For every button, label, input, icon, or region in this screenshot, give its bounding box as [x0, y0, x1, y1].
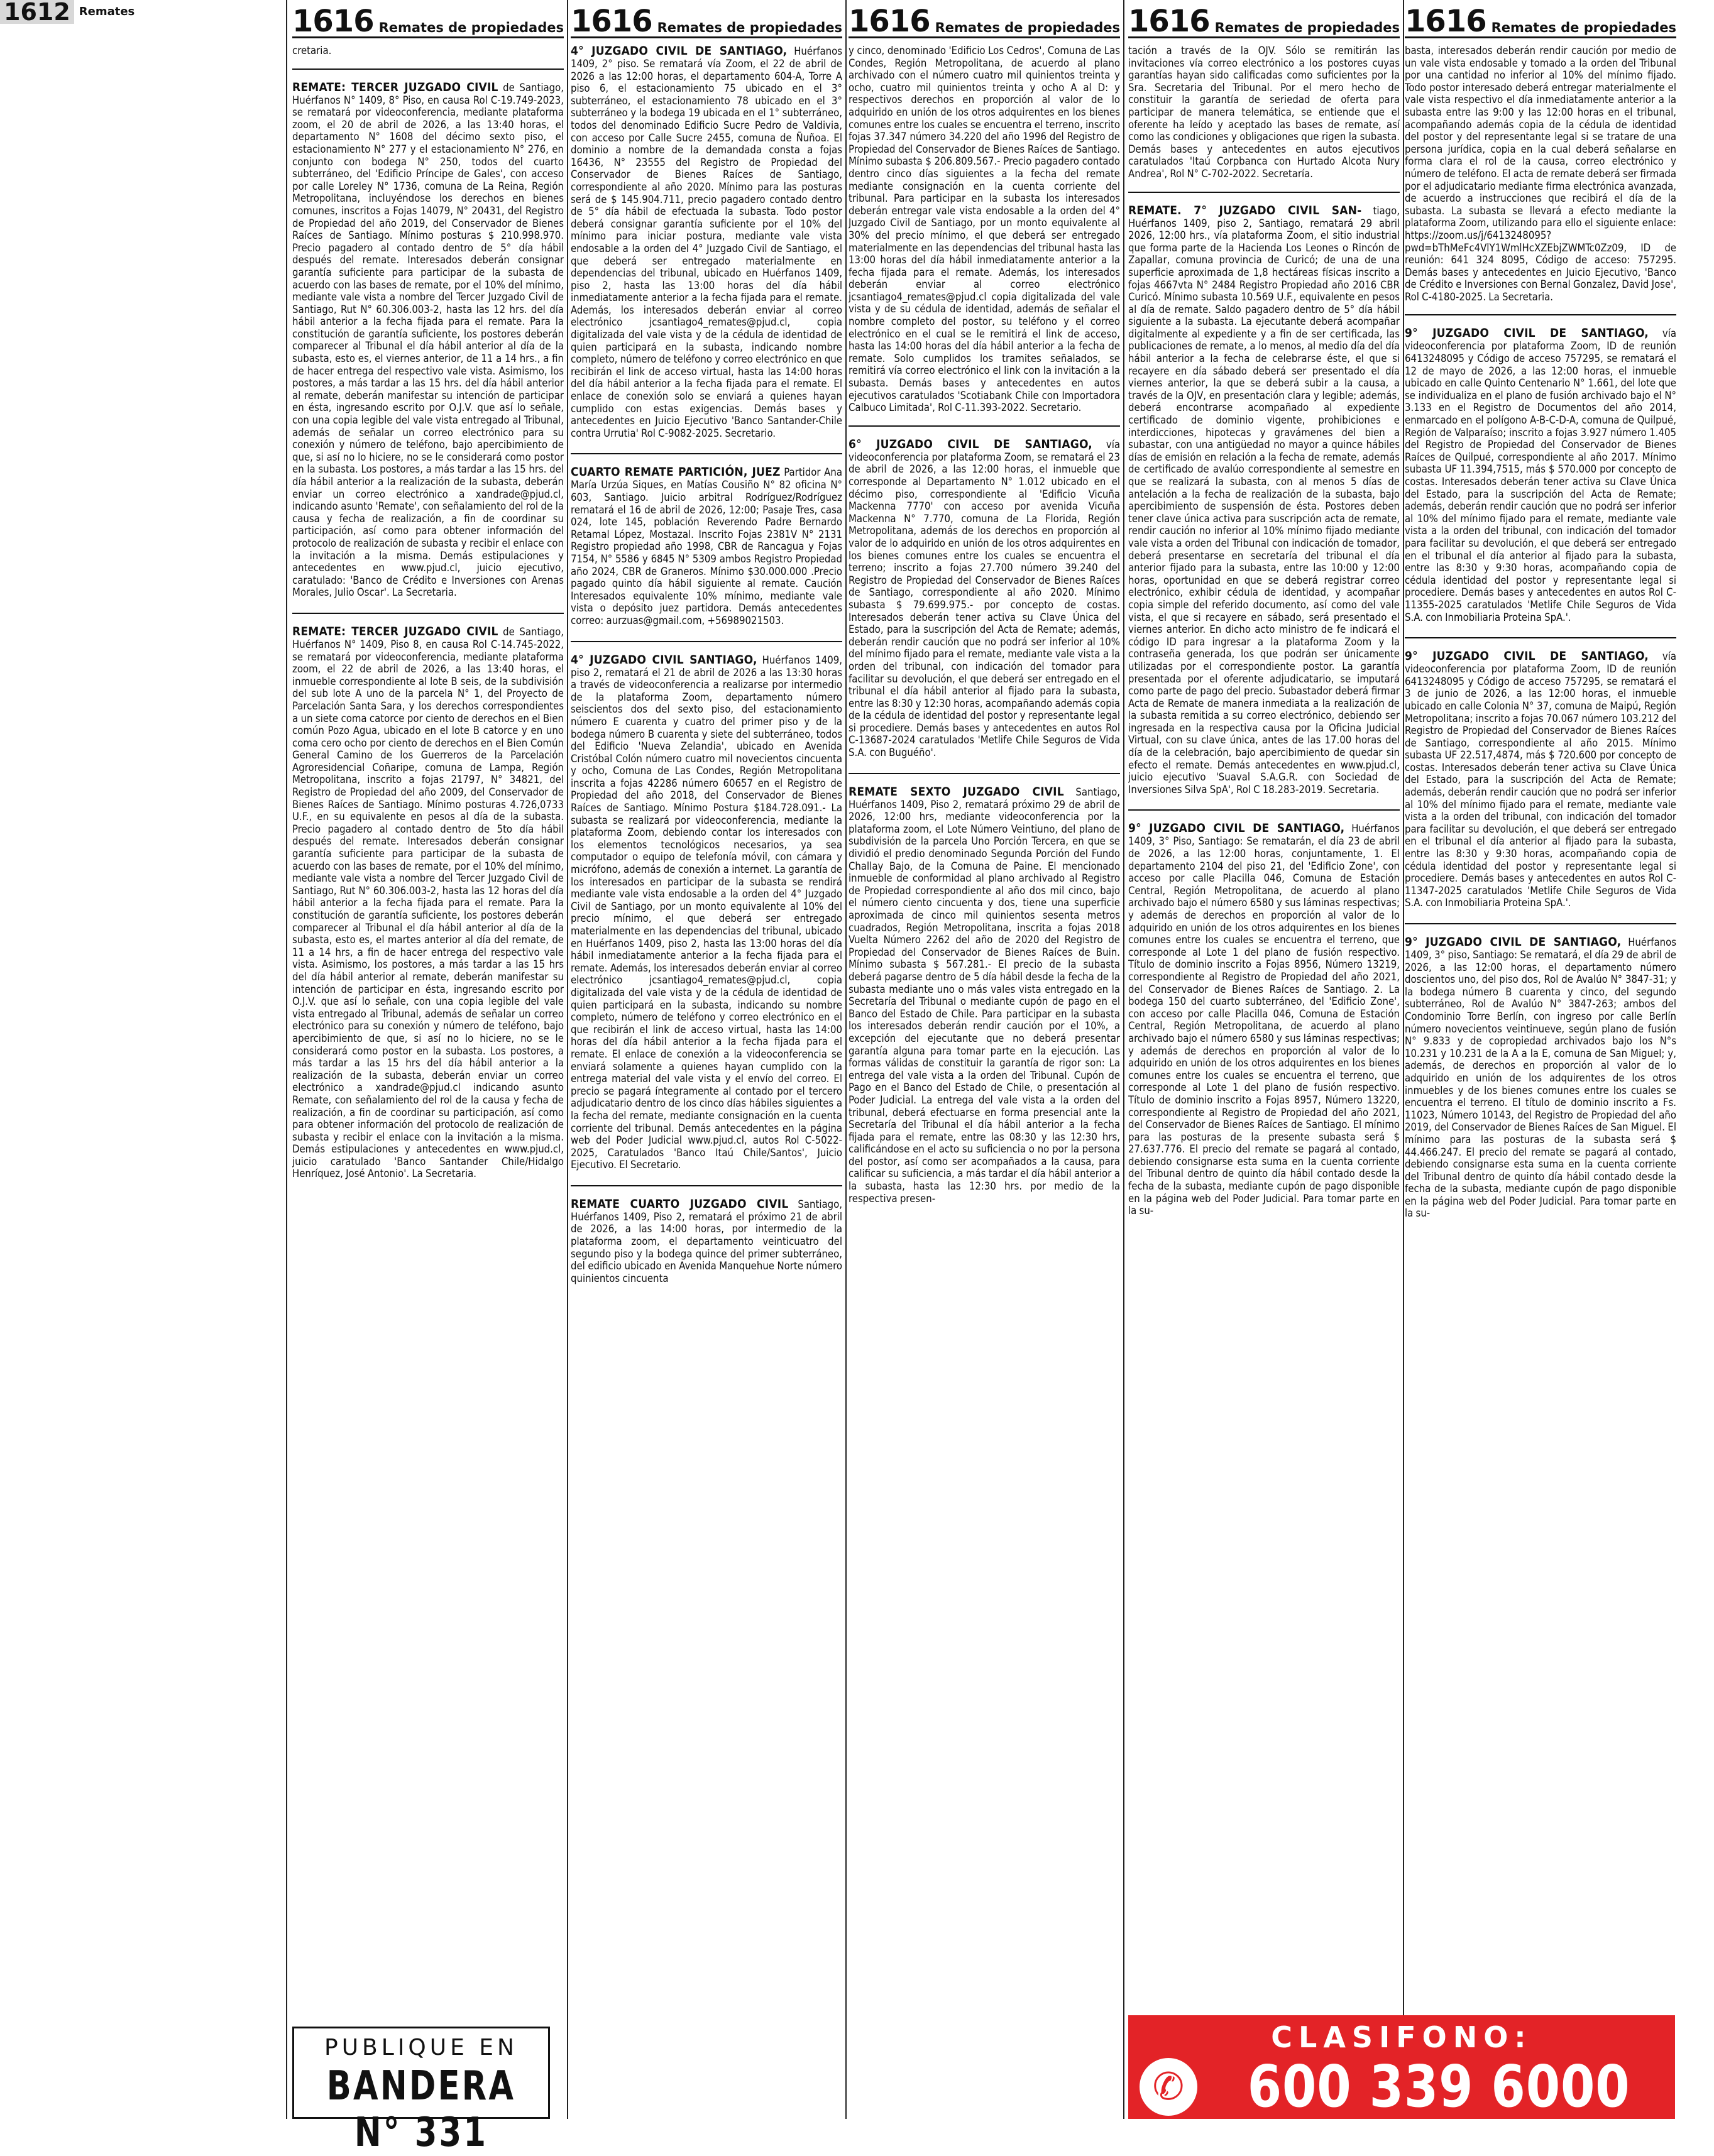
publique-line1: PUBLIQUE EN — [324, 2035, 518, 2060]
continued-notice-text: tación a través de la OJV. Sólo se remitirán las invitaciones vía correo electrónico a los postores cuyas garantías hayan sido calificadas como suficientes por la Sra. Secretaria del Tribunal. Por el mero hecho de constituir la garantía de seriedad de oferta para participar de manera telemática, se entiende que el oferente ha leído y aceptado las bases de remate, así como las condiciones y obligaciones que rigen la subasta. Demás bases y antecedentes en autos ejecutivos caratulados 'Itaú Corpbanca con Hurtado Alcota Nury Andrea', Rol N° C-702-2022. Secretaría. — [1128, 45, 1400, 180]
notice-body: Huérfanos 1409, 3° Piso, Santiago: Se rematarán, el día 23 de abril de 2026, a las 12:00 horas, conjuntamente, 1. El departamento 2104 del piso 21, del 'Edificio Zone', con acceso por calle Placilla 046, Comuna de Estación Central, Región Metropolitana, de acuerdo al plano archivado bajo el número 6580 y sus láminas respectivas; y además de derechos en proporción al valor de lo adquirido en unión de los otros adquirentes en los bienes comunes entre los cuales se encuentra el terreno, que corresponde al Lote 1 del plano de fusión respectivo. Título de dominio inscrito a Fojas 8956, Número 13219, correspondiente al Registro de Propiedad del año 2021, del Conservador de Bienes Raíces de Santiago. 2. La bodega 150 del cuarto subterráneo, del 'Edificio Zone', con acceso por calle Placilla 046, Comuna de Estación Central, Región Metropolitana, de acuerdo al plano archivado bajo el número 6580 y sus láminas respectivas; y además de derechos en proporción al valor de lo adquirido en unión de los otros adquirentes en los bienes comunes entre los cuales se encuentra el terreno, que corresponde al Lote 1 del plano de fusión respectivo. Título de dominio inscrito a Fojas 8957, Número 13220, correspondiente al Registro de Propiedad del año 2021, del Conservador de Bienes Raíces de Santiago. El mínimo para las posturas de la presente subasta será $ 27.637.776. El precio del remate se pagará al contado, debiendo consignarse esta suma en la cuenta corriente del Tribunal dentro de quinto día hábil contado desde la fecha de la subasta, mediante cupón de pago disponible en la página web del Poder Judicial. Para tomar parte en la su- — [1128, 823, 1400, 1217]
column-divider — [286, 0, 287, 2119]
notice-title: 9° JUZGADO CIVIL DE SANTIAGO, — [1405, 326, 1649, 341]
notice-separator — [292, 613, 564, 614]
notice-separator — [292, 68, 564, 70]
column-divider — [567, 0, 568, 2119]
continued-notice-text: basta, interesados deberán rendir caución por medio de un vale vista endosable y tomado a la orden del Tribunal por una cantidad no inferior al 10% del mínimo fijado. Todo postor interesado deberá entregar materialmente el vale vista respectivo el día inmediatamente anterior a la subasta entre las 9:00 y las 12:00 horas en el tribunal, acompañando además copia de la cédula de identidad del postor y del representante legal si se tratare de una persona jurídica, copia en la cual deberá señalarse en forma clara el rol de la causa, correo electrónico y número de teléfono. El acta de remate deberá ser firmada por el adjudicatario mediante firma electrónica avanzada, de acuerdo a instrucciones que recibirá el día de la subasta. La subasta se llevará a efecto mediante la plataforma Zoom, utilizando para ello el siguiente enlace: https://zoom.us/j/6413248095?pwd=bThMeFc4VlY1WmlHcXZEbjZWMTc0Zz09, ID de reunión: 641 324 8095, Código de acceso: 757295. Demás bases y antecedentes en Juicio Ejecutivo, 'Banco de Crédito e Inversiones con Bernal Gonzalez, David Jose', Rol C-4180-2025. La Secretaria. — [1405, 45, 1676, 303]
notice-separator — [1128, 809, 1400, 811]
notice-title: REMATE CUARTO JUZGADO CIVIL — [571, 1196, 789, 1211]
auction-notice — [1128, 822, 1400, 1217]
notice-body: Santiago, Huérfanos 1409, Piso 2, rematará próximo 29 de abril de 2026, 12:00 hrs, mediante videoconferencia por la plataforma zoom, el Lote Número Veintiuno, del plano de subdivisión de la parcela Uno Porción Tercera, en que se dividió el predio denominado Segunda Porción del Fundo Challay Bajo, de la Comuna de Paine. El mencionado inmueble de conformidad al plano archivado al Registro de Propiedad correspondiente al año dos mil cinco, bajo el número ciento cincuenta y dos, tiene una superficie aproximada de cinco mil quinientos sesenta metros cuadrados, Región Metropolitana, inscrita a fojas 2018 Vuelta Número 2262 del año de 2020 del Registro de Propiedad del Conservador de Bienes Raíces de Buin. Mínimo subasta $ 567.281.- El precio de la subasta deberá pagarse dentro de 5 día hábil desde la fecha de la subasta mediante uno o más vales vista entregado en la Secretaría del Tribunal o mediante cupón de pago en el Banco del Estado de Chile. Para participar en la subasta los interesados deberán rendir caución por el 10%, a excepción del ejecutante que no deberá presentar garantía alguna para tomar parte en la ejecución. Las formas válidas de constituir la garantía de rigor son: La entrega del vale vista a la orden del Tribunal. Cupón de Pago en el Banco del Estado de Chile, o presentación al Poder Judicial. La entrega del vale vista a la orden del tribunal, deberá efectuarse en forma presencial ante la Secretaría del Tribunal el día hábil anterior a la fecha fijada para el remate, entre las 08:30 y las 12:30 hrs, calificándose en el acto su suficiencia o no por la persona del postor, así como ser acompañados a la causa, para calificar su suficiencia, a más tardar el día hábil anterior a la subasta, hasta las 12:30 hrs. por medio de la respectiva presen- — [849, 785, 1120, 1205]
publique-ad — [292, 2027, 550, 2156]
notice-title: REMATE. 7° JUZGADO CIVIL SAN- — [1128, 203, 1362, 217]
auction-notice — [571, 654, 842, 1171]
publique-line2: BANDERA N° 331 — [326, 2063, 516, 2156]
notice-body: Huérfanos 1409, piso 2, rematará el 21 de abril de 2026 a las 13:30 horas a través de videoconferencia a realizarse por intermedio de la plataforma Zoom, departamento número seiscientos dos del sexto piso, del estacionamiento número E cuarenta y cuatro del primer piso y de la bodega número B cuarenta y siete del subterráneo, todos del Edificio 'Nueva Zelandia', ubicado en Avenida Cristóbal Colón número cuatro mil novecientos cincuenta y ocho, Comuna de Las Condes, Región Metropolitana inscrita a fojas 42286 número 60657 en el Registro de Propiedad del año 2018, del Conservador de Bienes Raíces de Santiago. Mínimo Postura $184.728.091.- La subasta se realizará por videoconferencia, mediante la plataforma Zoom, debiendo contar los interesados con los elementos tecnológicos necesarios, ya sea computador o equipo de telefonía móvil, con cámara y micrófono, además de conexión a internet. La garantía de los interesados en participar de la subasta se rendirá mediante vale vista endosable a la orden del 4° Juzgado Civil de Santiago, por un monto equivalente al 10% del precio mínimo, el que deberá ser entregado materialmente en las dependencias del tribunal, ubicado en Huérfanos 1409, piso 2, hasta las 13:00 horas del día hábil inmediatamente anterior a la fecha fijada para el remate. Además, los interesados deberán enviar al correo electrónico jcsantiago4_remates@pjud.cl, copia digitalizada del vale vista y de la cédula de identidad de quien participará en la subasta, indicando su nombre completo, número de teléfono y correo electrónico en el que recibirán el link de acceso virtual, hasta las 14:00 horas del día hábil anterior a la fecha fijada para el remate. El enlace de conexión a la videoconferencia se enviará solamente a quienes hayan cumplido con la entrega material del vale vista y el envío del correo. El precio se pagará íntegramente al contado por el tercero adjudicatario dentro de los cinco días hábiles siguientes a la fecha del remate, mediante consignación en la cuenta corriente del tribunal. Demás antecedentes en la página web del Poder Judicial www.pjud.cl, autos Rol C-5022-2025, Caratulados 'Banco Itaú Chile/Santos', Juicio Ejecutivo. El Secretario. — [571, 654, 842, 1171]
page-header — [849, 0, 1120, 38]
notice-title: 9° JUZGADO CIVIL DE SANTIAGO, — [1405, 649, 1649, 664]
notice-separator — [1405, 314, 1676, 315]
previous-section-label: Remates — [79, 5, 135, 18]
notice-separator — [1405, 637, 1676, 638]
previous-page-header — [0, 0, 272, 36]
page-column — [571, 0, 842, 2119]
continued-notice-text: y cinco, denominado 'Edificio Los Cedros', Comuna de Las Condes, Región Metropolitana, de acuerdo al plano archivado con el número cuatro mil quinientos treinta y ocho, cuatro mil quinientos treinta y ocho A al D: y respectivos derechos en proporción al valor de lo adquirido en unión de los otros adquirentes en los bienes comunes entre los cuales se encuentra el terreno, inscrito fojas 37.347 número 34.220 del año 1996 del Registro de Propiedad del Conservador de Bienes Raíces de Santiago. Mínimo subasta $ 206.809.567.- Precio pagadero contado dentro cinco días siguientes a la fecha del remate mediante consignación en la cuenta corriente del tribunal. Para participar en la subasta los interesados deberán entregar vale vista endosable a la orden del 4° Juzgado Civil de Santiago, por un monto equivalente al 30% del precio mínimo, el que deberá ser entregado materialmente en las dependencias del tribunal hasta las 13:00 horas del día hábil inmediatamente anterior a la fecha fijada para el remate. Además, los interesados deberán enviar al correo electrónico jcsantiago4_remates@pjud.cl copia digitalizada del vale vista y de su cédula de identidad, además de señalar el nombre completo del postor, su teléfono y el correo electrónico en el cual se le remitirá el link de acceso, hasta las 14:00 horas del día hábil anterior a la fecha de remate. Solo cumplidos los tramites señalados, se remitirá vía correo electrónico el link con la invitación a la subasta. Demás bases y antecedentes en autos ejecutivos caratulados 'Scotiabank Chile con Importadora Calbuco Limitada', Rol C-11.393-2022. Secretario. — [849, 45, 1120, 414]
phone-icon: ✆ — [1140, 2058, 1197, 2116]
notice-title: 4° JUZGADO CIVIL DE SANTIAGO, — [571, 44, 788, 58]
page-header — [571, 0, 842, 38]
section-label: Remates de propiedades — [935, 20, 1120, 35]
notice-body: Partidor Ana María Urzúa Siques, en Matías Cousiño N° 82 oficina N° 603, Santiago. Juicio arbitral Rodríguez/Rodríguez rematará el 16 de abril de 2026, 12:00; Pasaje Tres, casa 024, lote 145, población Reverendo Padre Bernardo Retamal López, Mostazal. Inscrito Fojas 2381V N° 2131 Registro propiedad año 1998, CBR de Rancagua y Fojas 7154, N° 5586 y 6845 N° 5309 ambos Registro Propiedad año 2024, CBR de Graneros. Mínimo $30.000.000 .Precio pagado quinto día hábil siguiente al remate. Caución Interesados equivalente 10% mínimo, mediante vale vista o depósito juez partidora. Demás antecedentes correo: aurzuas@gmail.com, +56989021503. — [571, 466, 842, 627]
notice-body: vía videoconferencia por plataforma Zoom, ID de reunión 6413248095 y Código de acceso 757295, se rematará el 12 de mayo de 2026, a las 12:00 horas, el inmueble ubicado en calle Quinto Centenario N° 1.661, del lote que se individualiza en el plano de fusión archivado bajo el N° 3.133 en el Registro de Documentos del año 2014, enmarcado en el polígono A-B-C-D-A, comuna de Quilpué, Región de Valparaíso; inscrito a fojas 3.927 número 1.405 del Registro de Propiedad del Conservador de Bienes Raíces de Quilpué, correspondiente al año 2017. Mínimo subasta UF 11.394,7515, más $ 570.000 por concepto de costas. Interesados deberán tener activa su Clave Única del Estado, para la suscripción del Acta de Remate; además, deberán rendir caución que no podrá ser inferior al 10% del mínimo fijado para el remate, mediante vale vista a la orden del tribunal, con indicación del tomador para facilitar su devolución, el que deberá ser entregado en el tribunal el día anterior al fijado para la subasta, entre las 8:30 y 9:30 horas, acompañando copia de cédula identidad del postor y representante legal si procediere. Demás bases y antecedentes en autos Rol C-11355-2025 caratulados 'Metlife Chile Seguros de Vida S.A. con Inmobiliaria Proteina SpA.'. — [1405, 327, 1676, 623]
notice-title: REMATE: TERCER JUZGADO CIVIL — [292, 80, 498, 94]
page-column — [292, 0, 564, 2119]
column-divider — [1403, 0, 1404, 2119]
notice-separator — [1128, 192, 1400, 193]
page-column — [849, 0, 1120, 2119]
continued-notice-text: cretaria. — [292, 45, 332, 57]
notice-body: Santiago, Huérfanos 1409, Piso 2, rematará el próximo 21 de abril de 2026, a las 14:00 horas, por intermedio de la plataforma zoom, el departamento veinticuatro del segundo piso y la bodega quince del primer subterráneo, del edificio ubicado en Avenida Manquehue Norte número quinientos cincuenta — [571, 1198, 842, 1284]
notice-body: Huérfanos 1409, 3° piso, Santiago: Se rematará, el día 29 de abril de 2026, a las 12:00 horas, el departamento número doscientos uno, del piso dos, Rol de Avalúo N° 3847-31; y la bodega número B cuarenta y cinco, del segundo subterráneo, Rol de Avalúo N° 3847-263; ambos del Condominio Torre Berlín, con ingreso por calle Berlín número novecientos veintinueve, según plano de fusión N° 9.833 y de copropiedad archivados bajo los N°s 10.231 y 10.231 de la A a la E, comuna de San Miguel; y, además, de derechos en proporción al valor de lo adquirido en unión de los adquirentes de los otros inmuebles y de los bienes comunes entre los cuales se encuentra el terreno. El título de dominio inscrito a Fs. 11023, Número 10143, del Registro de Propiedad del año 2019, del Conservador de Bienes Raíces de San Miguel. El mínimo para las posturas de la subasta será $ 44.466.247. El precio del remate se pagará al contado, debiendo consignarse esta suma en la cuenta corriente del Tribunal dentro de quinto día hábil contado desde la fecha de la subasta, mediante cupón de pago disponible en la página web del Poder Judicial. Para tomar parte en la su- — [1405, 936, 1676, 1220]
notice-title: REMATE: TERCER JUZGADO CIVIL — [292, 624, 498, 638]
page-column — [1405, 0, 1676, 2119]
page-number: 1616 — [1128, 4, 1210, 39]
auction-notice — [571, 466, 842, 627]
notice-title: 4° JUZGADO CIVIL SANTIAGO, — [571, 652, 757, 667]
auction-notice — [849, 438, 1120, 759]
notice-separator — [1405, 923, 1676, 924]
page-number: 1616 — [292, 4, 374, 39]
notice-body: de Santiago, Huérfanos N° 1409, 8° Piso, en causa Rol C-19.749-2023, se rematará por videoconferencia, mediante plataforma zoom, el 20 de abril de 2026, a las 13:40 horas, el departamento N° 1608 del décimo sexto piso, el estacionamiento N° 277 y el estacionamiento N° 276, en conjunto con bodega N° 250, todos del cuarto subterráneo, del 'Edificio Príncipe de Gales', con acceso por calle Loreley N° 1736, comuna de La Reina, Región Metropolitana, incluyéndose los derechos en bienes comunes, inscritos a Fojas 14079, N° 20431, del Registro de Propiedad del año 2019, del Conservador de Bienes Raíces de Santiago. Mínimo posturas $ 210.998.970. Precio pagadero al contado dentro de 5° día hábil después del remate. Interesados deberán consignar garantía suficiente para participar de la subasta de acuerdo con las bases de remate, por el 10% del mínimo, mediante vale vista a nombre del Tercer Juzgado Civil de Santiago, Rut N° 60.306.003-2, hasta las 12 hrs. del día hábil anterior a la fecha fijada para el remate. Para la constitución de garantía suficiente, los postores deberán comparecer al Tribunal el día hábil anterior al día de la subasta, esto es, el viernes anterior, de 11 a 14 hrs., a fin de hacer entrega del respectivo vale vista. Asimismo, los postores, a más tardar a las 15 hrs. del día hábil anterior al remate, deberán manifestar su intención de participar en ésta, ingresando escrito por O.J.V. que así lo señale, con una copia legible del vale vista entregado al Tribunal, además de señalar un correo electrónico para su conexión y número de teléfono, bajo apercibimiento de que, si así no lo hiciere, no se le considerará como postor en la subasta. Los postores, a más tardar a las 15 hrs. del día hábil anterior a la realización de la subasta, deberán enviar un correo electrónico a xandrade@pjud.cl, indicando asunto 'Remate', con señalamiento del rol de la causa y fecha de realización, a fin de coordinar su participación, así como para obtener información del protocolo de realización de subasta y recibir el enlace con la invitación a la misma. Demás estipulaciones y antecedentes en www.pjud.cl, juicio ejecutivo, caratulado: 'Banco de Crédito e Inversiones con Arenas Morales, Julio Oscar'. La Secretaria. — [292, 81, 564, 599]
previous-page-strip — [0, 0, 272, 2119]
auction-notice — [1405, 650, 1676, 909]
auction-notice — [1128, 204, 1400, 796]
notice-separator — [849, 425, 1120, 427]
notice-separator — [849, 773, 1120, 774]
auction-notice — [292, 625, 564, 1180]
page-header — [1128, 0, 1400, 38]
section-label: Remates de propiedades — [1214, 20, 1400, 35]
section-label: Remates de propiedades — [378, 20, 564, 35]
notice-title: CUARTO REMATE PARTICIÓN, JUEZ — [571, 465, 781, 479]
page-header — [292, 0, 564, 38]
notice-separator — [571, 641, 842, 642]
auction-notice — [849, 785, 1120, 1205]
auction-notice — [292, 81, 564, 599]
page-number: 1616 — [571, 4, 652, 39]
clasifono-ad — [1128, 2015, 1675, 2119]
notice-separator — [571, 1185, 842, 1186]
page-number: 1616 — [849, 4, 930, 39]
page-header — [1405, 0, 1676, 38]
notice-body: tiago, Huérfanos 1409, piso 2, Santiago, rematará 29 abril 2026, 12:00 hrs., vía plataforma Zoom, el sitio industrial que forma parte de la Hacienda Los Leones o Rincón de Zapallar, comuna provincia de Curicó; de una de una superficie aproximada de 1,8 hectáreas físicas inscrito a fojas 4667vta N° 2484 Registro Propiedad año 2016 CBR Curicó. Mínimo subasta 10.569 U.F., equivalente en pesos al día de remate. Saldo pagadero dentro de 5° día hábil siguiente a la subasta. La ejecutante deberá acompañar digitalmente al expediente y a fin de ser certificada, las publicaciones de remate, a lo menos, al medio día del día hábil anterior a la fecha de celebrarse éste, el que si recayere en día sábado deberá ser presentado el día viernes anterior, la que se deberá subir a la causa, a través de la OJV, en presentación clara y legible; además, deberá encontrarse acompañado al expediente certificado de dominio vigente, prohibiciones e interdicciones, hipotecas y gravámenes del bien a subastar, con una antigüedad no mayor a quince hábiles días de emisión en relación a la fecha de remate, además de certificado de avalúo correspondiente al semestre en que se realizará la subasta, con al menos 5 días de antelación a la fecha de realización de la subasta, bajo apercibimiento de suspensión de ésta. Postores deben tener clave única activa para suscripción acta de remate, rendir caución no inferior al 10% mínimo fijado mediante vale vista a orden del Tribunal con indicación de tomador, deberá presentarse en secretaría del tribunal el día anterior fijado para la subasta, entre las 10:00 y 12:00 horas, oportunidad en que se deberá registrar correo electrónico, exhibir cédula de identidad, y acompañar copia simple del referido documento, así como del vale vista, el que si recayere en sábado, será presentado el viernes anterior. En dicho acto ministro de fe indicará el código ID para ingresar a la plataforma Zoom y la contraseña generada, los que podrán ser únicamente utilizadas por el correspondiente postor. La garantía presentada por el oferente adjudicatario, se imputará como parte de pago del precio. Subastador deberá firmar Acta de Remate de manera inmediata a la realización de la subasta remitida a su correo electrónico, debiendo ser ingresada en la respectiva causa por la Oficina Judicial Virtual, con su clave única, antes de las 17.00 horas del día de la celebración, bajo apercibimiento de quedar sin efecto el remate. Demás antecedentes en www.pjud.cl, juicio ejecutivo 'Suaval S.A.G.R. con Sociedad de Inversiones Silva SpA', Rol C 18.283-2019. Secretaria. — [1128, 204, 1400, 796]
notice-title: 9° JUZGADO CIVIL DE SANTIAGO, — [1405, 935, 1622, 949]
column-divider — [1123, 0, 1124, 2119]
auction-notice — [1405, 936, 1676, 1220]
previous-page-number: 1612 — [0, 0, 74, 24]
notice-body: vía videoconferencia por plataforma Zoom, se rematará el 23 de abril de 2026, a las 12:00 horas, el inmueble que corresponde al Departamento N° 1.012 ubicado en el décimo piso, correspondiente al 'Edificio Vicuña Mackenna 7770' con acceso por avenida Vicuña Mackenna N° 7.770, comuna de La Florida, Región Metropolitana, además de los derechos en proporción al valor de lo adquirido en unión de los otros adquirentes en los bienes comunes entre los cuales se encuentra el terreno; inscrito a fojas 27.700 número 39.240 del Registro de Propiedad del Conservador de Bienes Raíces de Santiago, correspondiente al año 2020. Mínimo subasta $ 79.699.975.- por concepto de costas. Interesados deberán tener activa su Clave Única del Estado, para la suscripción del Acta de Remate; además, deberán rendir caución que no podrá ser inferior al 10% del mínimo fijado para el remate, mediante vale vista a la orden del tribunal, con indicación del tomador para facilitar su devolución, el que deberá ser entregado en el tribunal el día hábil anterior al fijado para la subasta, entre las 8:30 y 12:30 horas, acompañando además copia de la cédula de identidad del postor y representante legal si procediere. Demás bases y antecedentes en autos Rol C-13687-2024 caratulados 'Metlife Chile Seguros de Vida S.A. con Buguéño'. — [849, 438, 1120, 759]
notice-title: 6° JUZGADO CIVIL DE SANTIAGO, — [849, 437, 1093, 451]
notice-body: de Santiago, Huérfanos N° 1409, Piso 8, en causa Rol C-14.745-2022, se rematará por videoconferencia, mediante plataforma zoom, el 22 de abril de 2026, a las 13:40 horas, el inmueble correspondiente al lote B seis, de la subdivisión del sub lote A uno de la parcela N° 1, del Proyecto de Parcelación Santa Sara, y los derechos correspondientes a un siete coma catorce por ciento de derechos en el Bien común Pozo Agua, ubicado en el lote B catorce y en uno coma cero ocho por ciento de derechos en el Bien Común General Camino de los Guerreros de la Parcelación Agroresidencial Coñaripe, comuna de Lampa, Región Metropolitana, inscrito a fojas 21797, N° 34821, del Registro de Propiedad del año 2009, del Conservador de Bienes Raíces de Santiago. Mínimo posturas 4.726,0733 U.F., en su equivalente en pesos al día de la subasta. Precio pagadero al contado dentro de 5to día hábil después del remate. Interesados deberán consignar garantía suficiente para participar de la subasta de acuerdo con las bases de remate, por el 10% del mínimo, mediante vale vista a nombre del Tercer Juzgado Civil de Santiago, Rut N° 60.306.003-2, hasta las 12 horas del día hábil anterior a la fecha fijada para el remate. Para la constitución de garantía suficiente, los postores deberán comparecer al Tribunal el día hábil anterior al día de la subasta, esto es, el martes anterior al día del remate, de 11 a 14 hrs, a fin de hacer entrega del respectivo vale vista. Asimismo, los postores, a más tardar a las 15 hrs del día hábil anterior al remate, deberán manifestar su intención de participar en ésta, ingresando escrito por O.J.V. que así lo señale, con una copia legible del vale vista entregado al Tribunal, además de señalar un correo electrónico para su conexión y número de teléfono, bajo apercibimiento de que, si así no lo hiciere, no se le considerará como postor en la subasta. Los postores, a más tardar a las 15 hrs del día hábil anterior a la realización de la subasta, deberán enviar un correo electrónico a xandrade@pjud.cl indicando asunto Remate, con señalamiento del rol de la causa y fecha de realización, a fin de coordinar su participación, así como para obtener información del protocolo de realización de subasta y recibir el enlace con la invitación a la misma. Demás estipulaciones y antecedentes en www.pjud.cl, juicio caratulado 'Banco Santander Chile/Hidalgo Henríquez, José Antonio'. La Secretaria. — [292, 625, 564, 1180]
section-label: Remates de propiedades — [1491, 20, 1676, 35]
auction-notice — [1405, 327, 1676, 623]
notice-title: 9° JUZGADO CIVIL DE SANTIAGO, — [1128, 821, 1345, 836]
section-label: Remates de propiedades — [657, 20, 842, 35]
auction-notice — [571, 1198, 842, 1285]
auction-notice — [571, 45, 842, 439]
column-divider — [845, 0, 847, 2119]
clasifono-phone: 600 339 6000 — [1247, 2053, 1630, 2120]
page-number: 1616 — [1405, 4, 1486, 39]
notice-body: Huérfanos 1409, 2° piso. Se rematará vía Zoom, el 22 de abril de 2026 a las 12:00 horas, el departamento 604-A, Torre A piso 6, el estacionamiento 75 ubicado en el 3° subterráneo, el estacionamiento 78 ubicado en el 3° subterráneo y la bodega 19 ubicada en el 1° subterráneo, todos del denominado Edificio Sucre Pedro de Valdivia, con acceso por Calle Sucre 2455, comuna de Ñuñoa. El dominio a nombre de la demandada consta a fojas 16436, N° 23555 del Registro de Propiedad del Conservador de Bienes Raíces de Santiago, correspondiente al año 2020. Mínimo para las posturas será de $ 145.904.711, precio pagadero contado dentro de 5° día hábil de efectuada la subasta. Todo postor deberá consignar garantía suficiente por el 10% del mínimo para iniciar postura, mediante vale vista endosable a la orden del 4° Juzgado Civil de Santiago, el que deberá ser entregado materialmente en dependencias del tribunal, ubicado en Huérfanos 1409, piso 2, hasta las 13:00 horas del día hábil inmediatamente anterior a la fecha fijada para el remate. Además, los interesados deberán enviar al correo electrónico jcsantiago4_remates@pjud.cl, copia digitalizada del vale vista y de la cédula de identidad de quien participará en la subasta, indicando nombre completo, número de teléfono y correo electrónico en que recibirán el link de acceso virtual, hasta las 14:00 horas del día hábil anterior a la fecha fijada para el remate. El enlace de conexión solo se enviará a quienes hayan cumplido con estas exigencias. Demás bases y antecedentes en Juicio Ejecutivo 'Banco Santander-Chile contra Urrutia' Rol C-9082-2025. Secretario. — [571, 45, 842, 439]
clasifono-title: CLASIFONO: — [1271, 2020, 1532, 2054]
notice-body: vía videoconferencia por plataforma Zoom, ID de reunión 6413248095 y Código de acceso 757295, se rematará el 3 de junio de 2026, a las 12:00 horas, el inmueble ubicado en calle Colonia N° 37, comuna de Maipú, Región Metropolitana; inscrito a fojas 70.067 número 103.212 del Registro de Propiedad del Conservador de Bienes Raíces de Santiago, correspondiente al año 2015. Mínimo subasta UF 22.517,4874, más $ 720.600 por concepto de costas. Interesados deberán tener activa su Clave Única del Estado, para la suscripción del Acta de Remate; además, deberán rendir caución que no podrá ser inferior al 10% del mínimo fijado para el remate, mediante vale vista a la orden del tribunal, con indicación del tomador para facilitar su devolución, el que deberá ser entregado en el tribunal el día anterior al fijado para la subasta, entre las 8:30 y 9:30 horas, acompañando copia de cédula identidad del postor y representante legal si procediere. Demás bases y antecedentes en autos Rol C-11347-2025 caratulados 'Metlife Chile Seguros de Vida S.A. con Inmobiliaria Proteina SpA.'. — [1405, 650, 1676, 909]
notice-title: REMATE SEXTO JUZGADO CIVIL — [849, 784, 1064, 799]
page-column — [1128, 0, 1400, 2119]
notice-separator — [571, 453, 842, 454]
